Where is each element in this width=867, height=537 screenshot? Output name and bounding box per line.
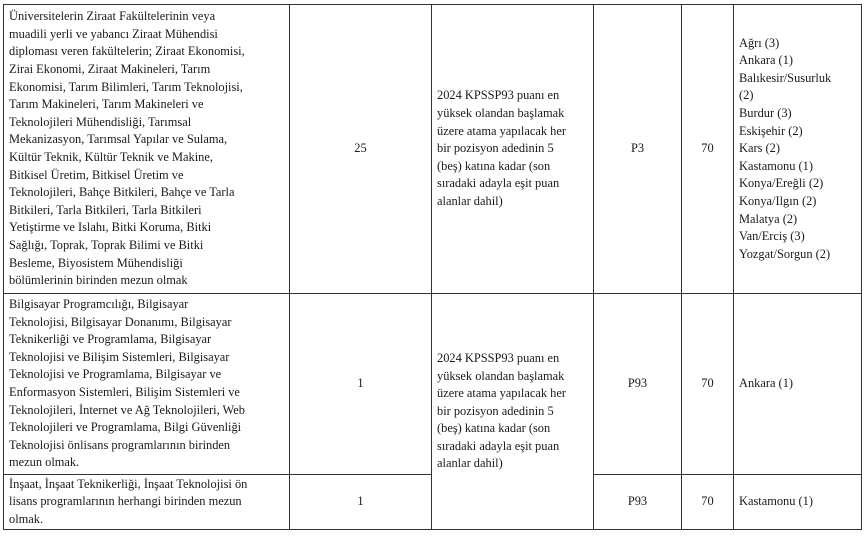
score-type-cell: P93	[594, 475, 682, 530]
condition-cell: 2024 KPSSP93 puanı en yüksek olandan başlamak üzere atama yapılacak her bir pozisyon adedinin 5 (beş) katına kadar (son sıradaki adayla eşit puan alanlar dahil)	[432, 5, 594, 294]
condition-cell: 2024 KPSSP93 puanı en yüksek olandan başlamak üzere atama yapılacak her bir pozisyon adedinin 5 (beş) katına kadar (son sıradaki adayla eşit puan alanlar dahil)	[432, 294, 594, 530]
locations-cell: Ağrı (3) Ankara (1) Balıkesir/Susurluk (2) Burdur (3) Eskişehir (2) Kars (2) Kastamonu (1) Konya/Ereğli (2) Konya/Ilgın (2) Malatya (2) Van/Erciş (3) Yozgat/Sorgun (2)	[734, 5, 862, 294]
requirement-cell: Üniversitelerin Ziraat Fakültelerinin veya muadili yerli ve yabancı Ziraat Mühendisi diploması veren fakültelerin; Ziraat Ekonomisi, Zirai Ekonomi, Ziraat Makineleri, Tarım Ekonomisi, Tarım Bilimleri, Tarım Teknolojisi, Tarım Makineleri, Tarım Makineleri ve Teknolojileri Mühendisliği, Tarımsal Mekanizasyon, Tarımsal Yapılar ve Sulama, Kültür Teknik, Kültür Teknik ve Makine, Bitkisel Üretim, Bitkisel Üretim ve Teknolojileri, Bahçe Bitkileri, Bahçe ve Tarla Bitkileri, Tarla Bitkileri, Tarla Bitkileri Yetiştirme ve Islahı, Bitki Koruma, Bitki Sağlığı, Toprak, Toprak Bilimi ve Bitki Besleme, Biyosistem Mühendisliği bölümlerinin birinden mezun olmak	[4, 5, 290, 294]
score-type-cell: P93	[594, 294, 682, 475]
position-count-cell: 25	[290, 5, 432, 294]
min-score-cell: 70	[682, 5, 734, 294]
position-count-cell: 1	[290, 475, 432, 530]
min-score-cell: 70	[682, 475, 734, 530]
score-type-cell: P3	[594, 5, 682, 294]
min-score-cell: 70	[682, 294, 734, 475]
table-row	[4, 294, 862, 475]
locations-cell: Ankara (1)	[734, 294, 862, 475]
locations-cell: Kastamonu (1)	[734, 475, 862, 530]
positions-table	[3, 4, 862, 530]
requirement-cell: İnşaat, İnşaat Teknikerliği, İnşaat Teknolojisi ön lisans programlarının herhangi birinden mezun olmak.	[4, 475, 290, 530]
position-count-cell: 1	[290, 294, 432, 475]
table-row	[4, 5, 862, 294]
requirement-cell: Bilgisayar Programcılığı, Bilgisayar Teknolojisi, Bilgisayar Donanımı, Bilgisayar Teknikerliği ve Programlama, Bilgisayar Teknolojisi ve Bilişim Sistemleri, Bilgisayar Teknolojisi ve Programlama, Bilgisayar ve Enformasyon Sistemleri, Bilişim Sistemleri ve Teknolojileri, İnternet ve Ağ Teknolojileri, Web Teknolojileri ve Programlama, Bilgi Güvenliği Teknolojisi önlisans programlarının birinden mezun olmak.	[4, 294, 290, 475]
